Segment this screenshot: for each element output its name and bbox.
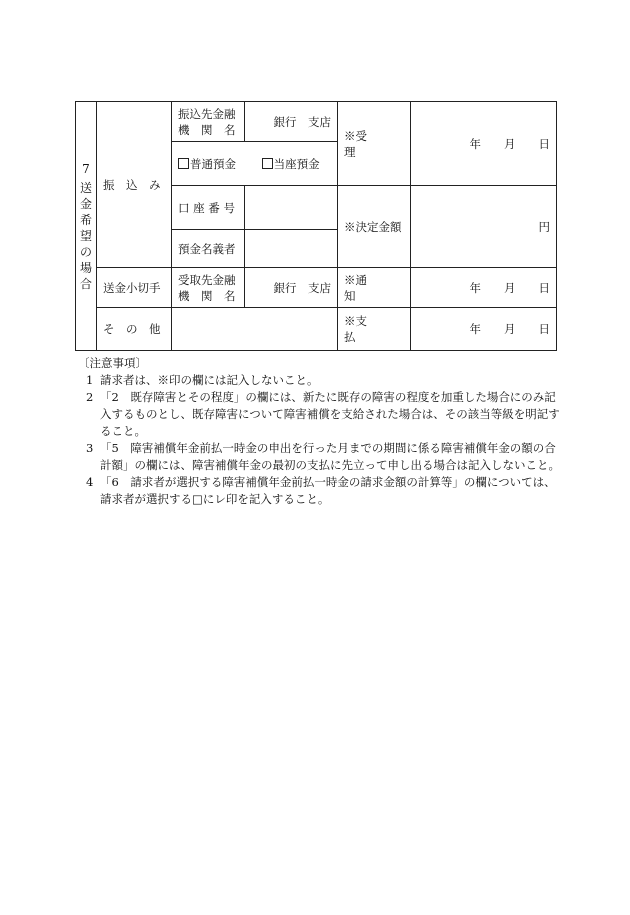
receipt-date-field[interactable]: 年 月 日 xyxy=(411,102,557,186)
deposit-ordinary-label: 普通預金 xyxy=(190,156,236,171)
deposit-current-label: 当座預金 xyxy=(273,156,320,171)
account-number-field[interactable] xyxy=(245,186,338,230)
payment-label: ※支 払 xyxy=(338,308,411,351)
note-text: 「5 障害補償年金前払一時金の申出を行った月までの期間に係る障害補償年金の額の合計額」の欄には、障害補償年金の最初の支払に先立って申し出る場合は記入しないこと。 xyxy=(100,441,560,472)
receive-bank-label xyxy=(172,268,245,308)
transfer-bank-field[interactable]: 銀行 支店 xyxy=(245,102,338,142)
check-label: 送金小切手 xyxy=(97,268,172,308)
transfer-bank-label-line1: 振込先金融 xyxy=(178,106,236,121)
note-text: 「2 既存障害とその程度」の欄には、新たに既存の障害の程度を加重した場合にのみ記入するものとし、既存障害について障害補償を支給された場合は、その該当等級を明記すること。 xyxy=(100,390,560,438)
note-text: 「6 請求者が選択する障害補償年金前払一時金の請求金額の計算等」の欄については、請求者が選択する□にレ印を記入すること。 xyxy=(100,475,556,506)
note-item xyxy=(80,389,560,440)
section-label xyxy=(76,102,97,351)
note-text: 請求者は、※印の欄には記入しないこと。 xyxy=(100,373,319,387)
account-number-label: 口 座 番 号 xyxy=(172,186,245,230)
receive-bank-label-line1: 受取先金融 xyxy=(178,272,236,287)
transfer-bank-label-line2: 機 関 名 xyxy=(178,122,236,137)
other-field[interactable] xyxy=(172,308,338,351)
receive-bank-label-line2: 機 関 名 xyxy=(178,288,236,303)
payment-date-field[interactable]: 年 月 日 xyxy=(411,308,557,351)
note-item xyxy=(80,474,560,508)
receive-bank-field[interactable]: 銀行 支店 xyxy=(245,268,338,308)
note-number: 2 xyxy=(86,390,94,404)
deposit-current-option[interactable] xyxy=(262,157,320,171)
account-holder-label: 預金名義者 xyxy=(172,230,245,268)
remittance-form-table xyxy=(75,101,557,351)
receipt-label: ※受 理 xyxy=(338,102,411,186)
current-checkbox[interactable] xyxy=(262,158,273,169)
note-item xyxy=(80,440,560,474)
note-item xyxy=(80,372,560,389)
note-number: 3 xyxy=(86,441,94,455)
account-holder-field[interactable] xyxy=(245,230,338,268)
other-label: そ の 他 xyxy=(97,308,172,351)
note-number: 1 xyxy=(86,373,94,387)
decided-amount-field[interactable]: 円 xyxy=(411,186,557,268)
notice-date-field[interactable]: 年 月 日 xyxy=(411,268,557,308)
deposit-type-cell xyxy=(172,142,338,186)
transfer-bank-label xyxy=(172,102,245,142)
deposit-ordinary-option[interactable] xyxy=(178,157,236,171)
section-title: 送金希望の場合 xyxy=(79,180,92,291)
decided-amount-label: ※決定金額 xyxy=(338,186,411,268)
notes-section xyxy=(80,355,560,508)
notice-label: ※通 知 xyxy=(338,268,411,308)
notes-heading: 〔注意事項〕 xyxy=(78,356,147,370)
note-number: 4 xyxy=(86,475,94,489)
section-number: 7 xyxy=(82,161,90,176)
furikomi-label: 振 込 み xyxy=(97,102,172,268)
ordinary-checkbox[interactable] xyxy=(178,158,189,169)
